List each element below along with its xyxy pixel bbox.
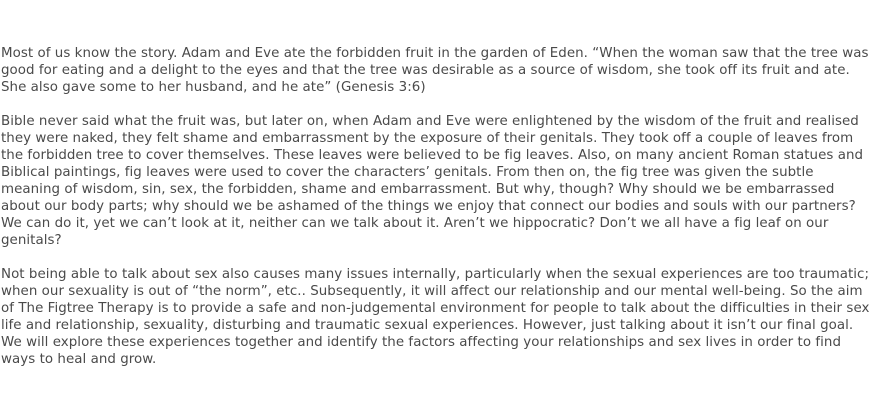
paragraph-story: Most of us know the story. Adam and Eve ate the forbidden fruit in the garden of Eden. “When the woman saw that the tree was good for eating and a delight to the eyes and that the tree was desirable as a source of wisdom, she took off its fruit and ate. She also gave some to her husband, and he ate” (Genesis 3:6) xyxy=(1,46,869,95)
article-body xyxy=(1,45,875,385)
paragraph-fig-leaf: Bible never said what the fruit was, but later on, when Adam and Eve were enlightened by the wisdom of the fruit and realised they were naked, they felt shame and embarrassment by the exposure of their genitals. They took off a couple of leaves from the forbidden tree to cover themselves. These leaves were believed to be fig leaves. Also, on many ancient Roman statues and Biblical paintings, fig leaves were used to cover the characters’ genitals. From then on, the fig tree was given the subtle meaning of wisdom, sin, sex, the forbidden, shame and embarrassment. But why, though? Why should we be embarrassed about our body parts; why should we be ashamed of the things we enjoy that connect our bodies and souls with our partners? We can do it, yet we can’t look at it, neither can we talk about it. Aren’t we hippocratic? Don’t we all have a fig leaf on our genitals? xyxy=(1,114,864,248)
paragraph-therapy-aim: Not being able to talk about sex also causes many issues internally, particularly when the sexual experiences are too traumatic; when our sexuality is out of “the norm”, etc.. Subsequently, it will affect our relationship and our mental well-being. So the aim of The Figtree Therapy is to provide a safe and non-judgemental environment for people to talk about the difficulties in their sex life and relationship, sexuality, disturbing and traumatic sexual experiences. However, just talking about it isn’t our final goal. We will explore these experiences together and identify the factors affecting your relationships and sex lives in order to find ways to heal and grow. xyxy=(1,267,870,367)
